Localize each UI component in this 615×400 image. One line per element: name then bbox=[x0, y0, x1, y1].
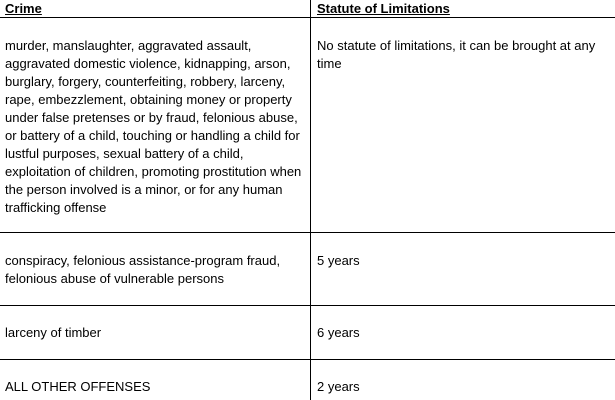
table-row-1-crime: murder, manslaughter, aggravated assault, aggravated domestic violence, kidnapping, arson, burglary, forgery, counterfeiting, robbery, larceny, rape, embezzlement, obtaining money or property under false pretenses or by fraud, felonious abuse, or battery of a child, touching or handling a child for lustful purposes, sexual battery of a child, exploitation of children, promoting prostitution when the person involved is a minor, or for any human trafficking offense bbox=[5, 38, 302, 215]
row-divider bbox=[0, 359, 615, 360]
table-row-3-crime: larceny of timber bbox=[5, 325, 102, 340]
table-row-3-statute: 6 years bbox=[317, 325, 360, 340]
table-row-2-statute: 5 years bbox=[317, 253, 360, 268]
row-divider bbox=[0, 232, 615, 233]
header-cell-crime bbox=[0, 0, 310, 18]
header-statute-label: Statute of Limitations bbox=[317, 1, 450, 16]
row-divider bbox=[0, 305, 615, 306]
table-row-4-crime: ALL OTHER OFFENSES bbox=[5, 379, 151, 394]
header-cell-statute bbox=[311, 0, 615, 18]
table-row-1-statute: No statute of limitations, it can be brought at any time bbox=[317, 38, 596, 71]
table-row-2-crime: conspiracy, felonious assistance-program fraud, felonious abuse of vulnerable persons bbox=[5, 253, 281, 286]
table-row-4-statute: 2 years bbox=[317, 379, 360, 394]
header-crime-label: Crime bbox=[5, 1, 42, 16]
